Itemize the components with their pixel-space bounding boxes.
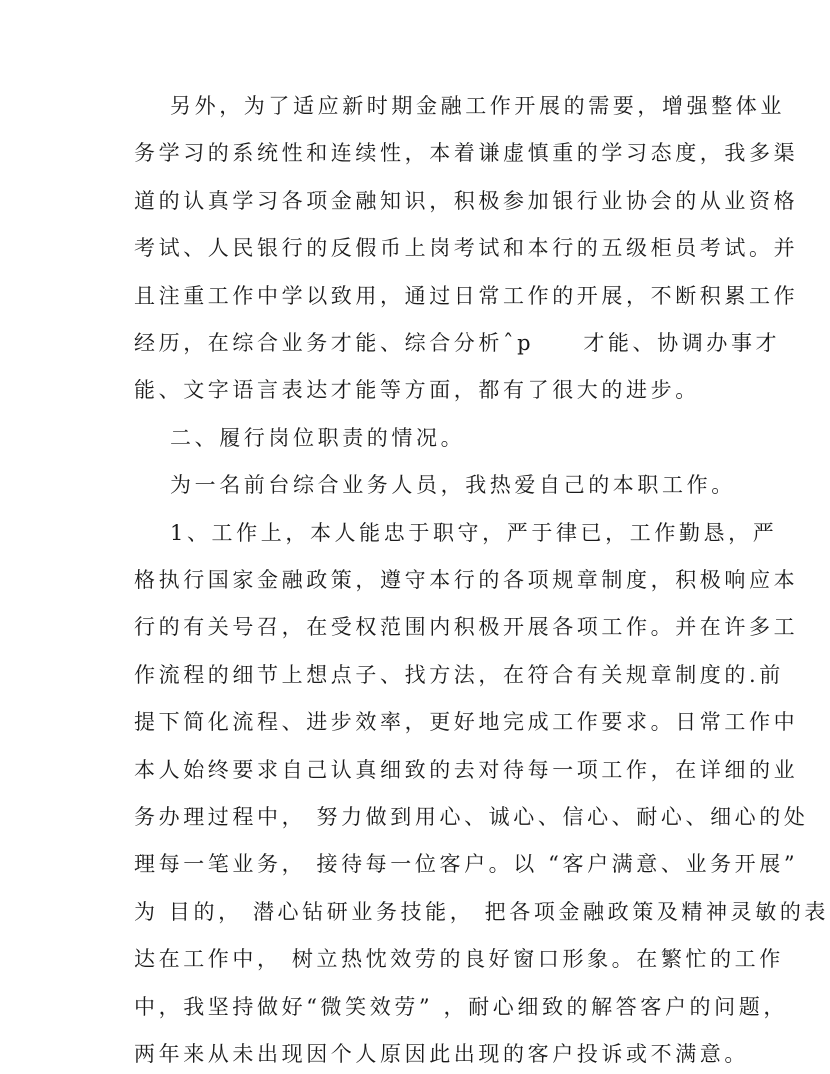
section-heading: 二、履行岗位职责的情况。 [170,425,466,450]
paragraph-line: 能、文字语言表达才能等方面，都有了很大的进步。 [134,378,700,403]
paragraph-line: 道的认真学习各项金融知识，积极参加银行业协会的从业资格 [134,188,799,213]
paragraph-line: 格执行国家金融政策，遵守本行的各项规章制度，积极响应本 [134,568,799,592]
paragraph-line: 务办理过程中， 努力做到用心、诚心、信心、耐心、细心的处 [134,805,809,829]
paragraph-line: 务学习的系统性和连续性，本着谦虚慎重的学习态度，我多渠 [134,141,799,166]
paragraph-line: 为 目的， 潜心钻研业务技能， 把各项金融政策及精神灵敏的表 [134,899,830,924]
paragraph-line: 中，我坚持做好“微笑效劳” ，耐心细致的解答客户的问题， [134,994,788,1019]
watermark-logo [283,228,576,492]
paragraph-line: 作流程的细节上想点子、找方法，在符合有关规章制度的.前 [134,662,784,687]
paragraph-line: 提下简化流程、进步效率，更好地完成工作要求。日常工作中 [134,710,799,735]
paragraph-line: 为一名前台综合业务人员，我热爱自己的本职工作。 [170,473,736,498]
paragraph-line: 行的有关号召，在受权范围内积极开展各项工作。并在许多工 [134,615,799,640]
paragraph-line: 达在工作中， 树立热忱效劳的良好窗口形象。在繁忙的工作 [134,947,784,972]
paragraph-line: 考试、人民银行的反假币上岗考试和本行的五级柜员考试。并 [134,236,799,261]
paragraph-line: 理每一笔业务， 接待每一位客户。以 “客户满意、业务开展” [134,852,799,877]
paragraph-line: 且注重工作中学以致用，通过日常工作的开展，不断积累工作 [134,283,799,308]
paragraph-line: 经历，在综合业务才能、综合分析ˆp 才能、协调办事才 [134,331,781,355]
paragraph-line: 另外，为了适应新时期金融工作开展的需要，增强整体业 [170,94,785,118]
paragraph-line: 1、工作上，本人能忠于职守，严于律已，工作勤恳，严 [170,520,778,545]
paragraph-line: 两年来从未出现因个人原因此出现的客户投诉或不满意。 [134,1042,749,1066]
paragraph-line: 本人始终要求自己认真细致的去对待每一项工作，在详细的业 [134,757,799,782]
